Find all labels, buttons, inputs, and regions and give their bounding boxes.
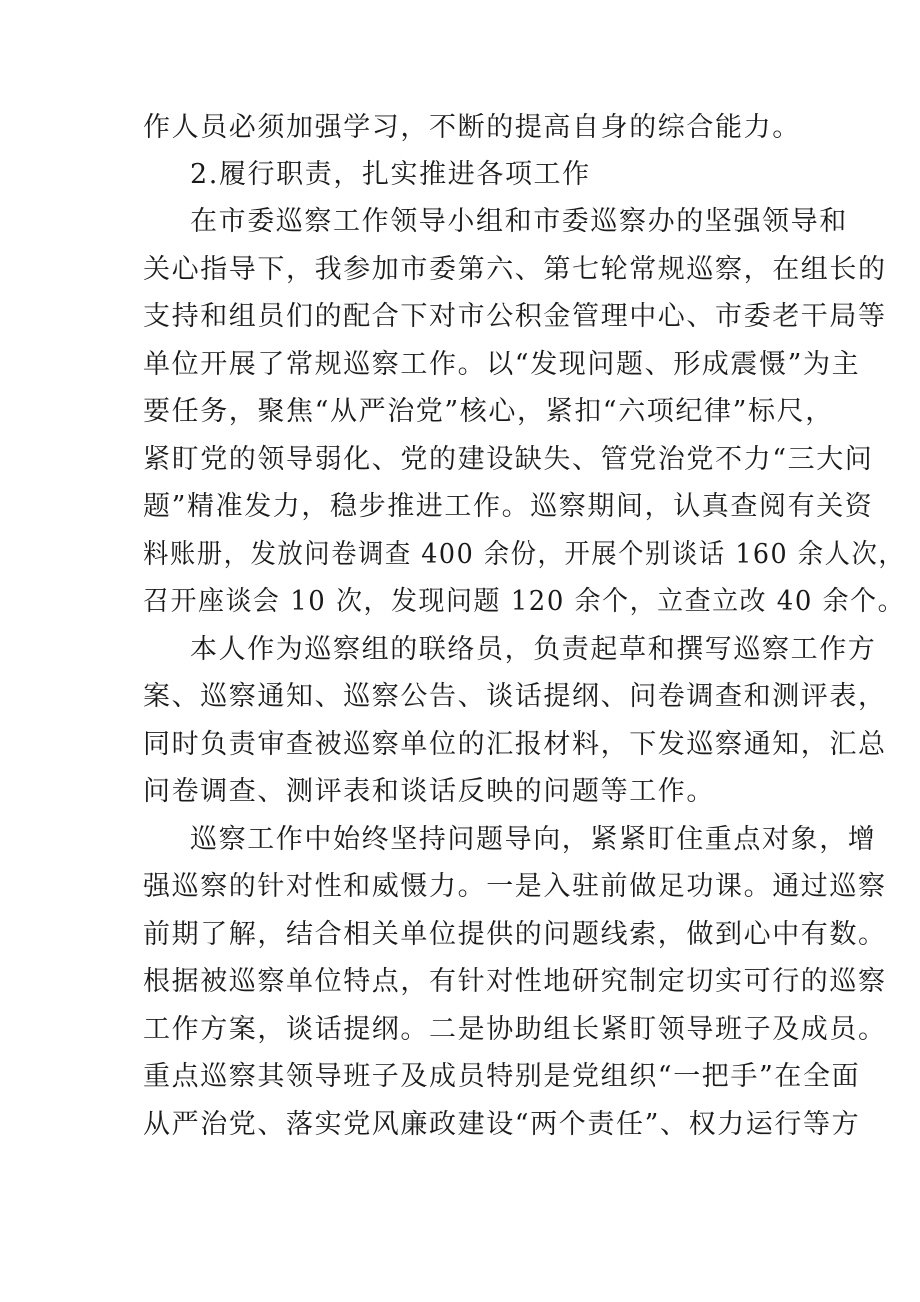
text-line: 料账册，发放问卷调查 400 余份，开展个别谈话 160 余人次， — [143, 539, 906, 570]
text-line: 问卷调查、测评表和谈话反映的问题等工作。 — [143, 776, 715, 807]
text-line: 作人员必须加强学习，不断的提高自身的综合能力。 — [143, 112, 801, 143]
text-line: 在市委巡察工作领导小组和市委巡察办的坚强领导和 — [190, 206, 848, 237]
text-line: 前期了解，结合相关单位提供的问题线索，做到心中有数。 — [143, 919, 887, 950]
section-heading: 2.履行职责，扎实推进各项工作 — [190, 159, 591, 190]
text-line: 关心指导下，我参加市委第六、第七轮常规巡察，在组长的 — [143, 254, 887, 285]
text-line: 同时负责审查被巡察单位的汇报材料，下发巡察通知，汇总 — [143, 729, 887, 760]
text-line: 召开座谈会 10 次，发现问题 120 余个，立查立改 40 余个。 — [143, 586, 906, 617]
text-line: 从严治党、落实党风廉政建设“两个责任”、权力运行等方 — [143, 1109, 861, 1140]
text-line: 本人作为巡察组的联络员，负责起草和撰写巡察工作方 — [190, 634, 877, 665]
text-line: 题”精准发力，稳步推进工作。巡察期间，认真查阅有关资 — [143, 491, 874, 522]
text-line: 要任务，聚焦“从严治党”核心，紧扣“六项纪律”标尺， — [143, 396, 834, 427]
text-line: 案、巡察通知、巡察公告、谈话提纲、问卷调查和测评表， — [143, 681, 887, 712]
text-line: 根据被巡察单位特点，有针对性地研究制定切实可行的巡察 — [143, 966, 887, 997]
text-line: 支持和组员们的配合下对市公积金管理中心、市委老干局等 — [143, 301, 887, 332]
text-line: 巡察工作中始终坚持问题导向，紧紧盯住重点对象，增 — [190, 824, 877, 855]
text-line: 单位开展了常规巡察工作。以“发现问题、形成震慑”为主 — [143, 349, 861, 380]
text-line: 工作方案，谈话提纲。二是协助组长紧盯领导班子及成员。 — [143, 1014, 887, 1045]
text-line: 紧盯党的领导弱化、党的建设缺失、管党治党不力“三大问 — [143, 444, 874, 475]
text-line: 强巡察的针对性和威慑力。一是入驻前做足功课。通过巡察 — [143, 871, 887, 902]
text-line: 重点巡察其领导班子及成员特别是党组织“一把手”在全面 — [143, 1061, 861, 1092]
